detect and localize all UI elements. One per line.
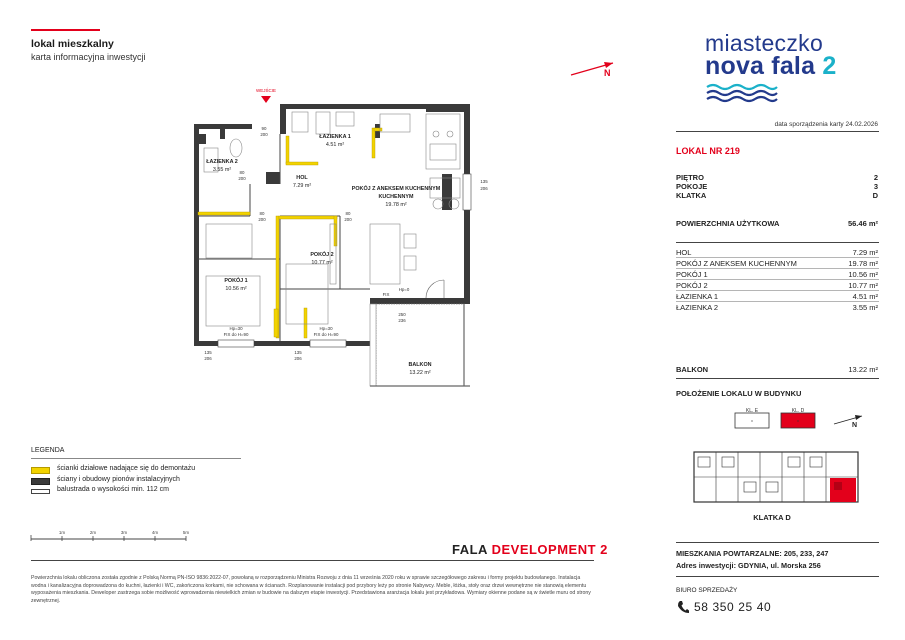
logo-line2: [705, 52, 836, 81]
svg-text:KUCHENNYM: KUCHENNYM: [378, 194, 414, 200]
scale-bar: [31, 527, 196, 543]
structural-walls: [194, 104, 470, 346]
sales-phone[interactable]: 58 350 25 40: [694, 600, 772, 614]
brand-part2: DEVELOPMENT 2: [491, 542, 608, 557]
scale-tick-label: 3m: [120, 530, 128, 535]
dim-label: 236: [398, 318, 406, 323]
legend-swatch-removable: [31, 467, 50, 474]
dim-label: 206: [204, 356, 212, 361]
plan-room-p2-area: 10.77 m²: [311, 260, 333, 266]
repeat-units: MIESZKANIA POWTARZALNE: 205, 233, 247: [676, 549, 829, 558]
dim-label: Hp=30: [229, 326, 243, 331]
dim-label: 135: [480, 179, 488, 184]
keyplan-unit-highlight: [830, 478, 856, 502]
balcony-label: BALKON: [676, 365, 709, 374]
room-row-value: 10.77 m²: [848, 281, 878, 290]
dim-label: 135: [204, 350, 212, 355]
dim-label: 200: [344, 217, 352, 222]
entrance-arrow-icon: [261, 96, 271, 103]
dim-label: 135: [294, 350, 302, 355]
info-rooms-value: 3: [873, 182, 878, 191]
room-row-label: POKÓJ 2: [676, 281, 708, 290]
legend-text-railing: balustrada o wysokości min. 112 cm: [57, 486, 169, 493]
dim-label: 200: [238, 176, 246, 181]
dim-label: 80: [239, 170, 245, 175]
usable-area-value: 56.46 m²: [847, 219, 878, 228]
room-row-value: 4.51 m²: [852, 292, 878, 301]
svg-text:N: N: [604, 68, 611, 78]
dim-label: Hp=0: [398, 287, 410, 292]
room-row-label: HOL: [676, 248, 692, 257]
dim-label: 206: [294, 356, 302, 361]
divider: [676, 268, 879, 269]
keyplan-label-e: KL. E: [745, 408, 759, 414]
floor-plan: [180, 84, 488, 394]
room-row-label: ŁAZIENKA 1: [676, 292, 719, 301]
dim-label: 250: [398, 312, 406, 317]
plan-room-living-name: POKÓJ Z ANEKSEM KUCHENNYM: [351, 186, 441, 192]
dim-label: 90: [261, 126, 267, 131]
dim-label: FIX do H=90: [313, 332, 339, 337]
room-row-value: 7.29 m²: [852, 248, 878, 257]
scale-tick-label: 5m: [182, 530, 190, 535]
north-arrow-icon: [568, 56, 618, 78]
divider: [676, 257, 879, 258]
dim-label: 80: [345, 211, 351, 216]
info-stair-value: D: [872, 191, 878, 200]
room-row-label: POKÓJ 1: [676, 270, 708, 279]
plan-room-hol-name: HOL: [296, 175, 308, 181]
dim-label: FIX do H=90: [223, 332, 249, 337]
keyplan-label-d: KL. D: [791, 408, 805, 414]
developer-brand: [452, 542, 608, 557]
divider: [676, 290, 879, 291]
plan-room-hol-area: 7.29 m²: [292, 183, 312, 189]
divider: [676, 542, 879, 543]
plan-room-bath1-name: ŁAZIENKA 1: [319, 134, 351, 140]
divider: [676, 301, 879, 302]
plan-room-bath2-area: 3.55 m²: [212, 167, 232, 173]
legend-text-removable: ścianki działowe nadające się do demontażu: [57, 465, 196, 472]
legal-fineprint: Powierzchnia lokalu obliczona została zgodnie z Polską Normą PN-ISO 9836:2022-07, powołaną w rozporządzeniu Ministra Rozwoju z dnia 11 września 2020 roku w sprawie szczegółowego zakresu i formy projektu budowlanego. Instalacja wodna i kanalizacyjna doprowadzona do kuchni, łazienki i WC, zakończona korkami, nie schowana w ścianach. Rozplanowanie instalacji pod przybory leży po stronie Nabywcy. Meble, łóżka, stoły oraz drzwi wewnętrzne nie stanowią elementu wyposażenia mieszkania. Deweloper zastrzega sobie możliwość wprowadzenia niewielkich zmian w budowie na dalszym etapie inwestycji. Przedstawiona aranżacja lokalu jest przykładowa. Wymiary okienne podane są w świetle muru od strony zewnętrznej.: [31, 575, 591, 604]
dim-label: 80: [259, 211, 265, 216]
room-row-value: 3.55 m²: [852, 303, 878, 312]
windows: [218, 174, 471, 347]
dim-label: FIX: [382, 292, 390, 297]
legend-text-walls: ściany i obudowy pionów instalacyjnych: [57, 476, 180, 483]
plan-room-p1-area: 10.56 m²: [225, 286, 247, 292]
logo-waves-icon: [705, 83, 779, 101]
divider: [31, 458, 241, 459]
plan-room-p2-name: POKÓJ 2: [310, 252, 334, 258]
page-title: lokal mieszkalny: [31, 38, 114, 50]
legend-swatch-railing: [31, 489, 50, 494]
page-subtitle: karta informacyjna inwestycji: [31, 52, 146, 62]
room-row-value: 19.78 m²: [848, 259, 878, 268]
divider: [676, 131, 879, 132]
info-floor-value: 2: [873, 173, 878, 182]
dim-label: 206: [480, 186, 488, 191]
keyplan-stair-caption: KLATKA D: [753, 513, 791, 522]
room-row-value: 10.56 m²: [848, 270, 878, 279]
dim-label: Hp=30: [319, 326, 333, 331]
usable-area-label: POWIERZCHNIA UŻYTKOWA: [676, 219, 780, 228]
logo-line2-text: nova fala: [705, 52, 816, 80]
phone-icon: [677, 600, 689, 614]
building-key-plan: [676, 402, 879, 536]
plan-room-balcony-area: 13.22 m²: [409, 370, 431, 376]
balcony-value: 13.22 m²: [848, 365, 878, 374]
brand-part1: FALA: [452, 542, 488, 557]
plan-room-bath2-name: ŁAZIENKA 2: [206, 159, 238, 165]
scale-tick-label: 1m: [58, 530, 66, 535]
address: Adres inwestycji: GDYNIA, ul. Morska 256: [676, 561, 821, 570]
divider: [676, 279, 879, 280]
logo-line2-number: 2: [822, 52, 837, 80]
sales-office-label: BIURO SPRZEDAŻY: [676, 587, 738, 594]
dim-label: 200: [258, 217, 266, 222]
legend-title: LEGENDA: [31, 447, 65, 454]
scale-tick-label: 4m: [151, 530, 159, 535]
plan-room-living-area: 19.78 m²: [385, 202, 407, 208]
legend-swatch-walls: [31, 478, 50, 485]
partitions: [198, 134, 370, 341]
unit-number: LOKAL NR 219: [676, 146, 740, 156]
card-date: data sporządzenia karty 24.02.2026: [774, 121, 878, 128]
entrance-label: WEJŚCIE: [255, 88, 277, 93]
divider: [676, 242, 879, 243]
plan-room-bath1-area: 4.51 m²: [325, 142, 345, 148]
dim-label: 200: [260, 132, 268, 137]
divider: [676, 378, 879, 379]
svg-text:N: N: [852, 422, 858, 429]
info-rooms-label: POKOJE: [676, 182, 708, 191]
plan-room-p1-name: POKÓJ 1: [224, 278, 248, 284]
logo-line1: miasteczko: [705, 30, 824, 56]
room-row-label: ŁAZIENKA 2: [676, 303, 719, 312]
divider: [31, 560, 594, 561]
plan-room-balcony-name: BALKON: [408, 362, 432, 368]
header-accent-line: [31, 29, 100, 31]
position-title: POŁOŻENIE LOKALU W BUDYNKU: [676, 389, 802, 398]
divider: [676, 576, 879, 577]
info-floor-label: PIĘTRO: [676, 173, 704, 182]
scale-tick-label: 2m: [89, 530, 97, 535]
info-stair-label: KLATKA: [676, 191, 707, 200]
room-row-label: POKÓJ Z ANEKSEM KUCHENNYM: [676, 259, 797, 268]
